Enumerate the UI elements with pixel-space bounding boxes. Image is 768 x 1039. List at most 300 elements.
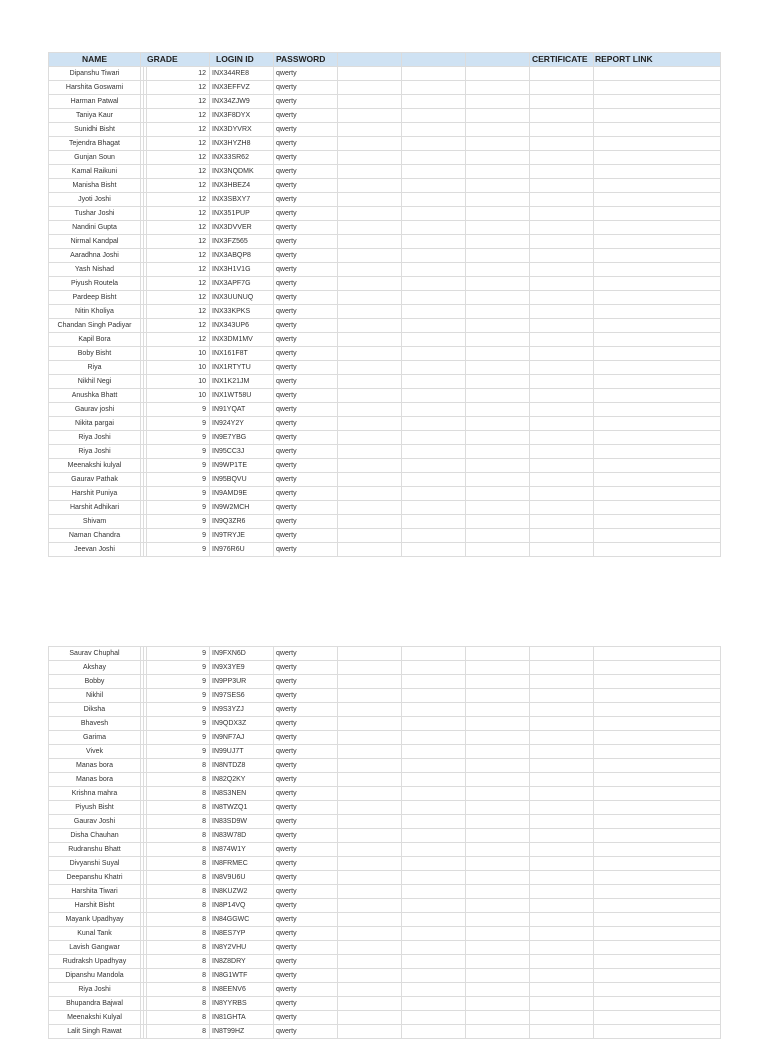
login-id-cell[interactable]: INX3HBEZ4 bbox=[210, 179, 274, 193]
name-cell[interactable]: Krishna mahra bbox=[49, 787, 141, 801]
empty-cell[interactable] bbox=[466, 941, 530, 955]
empty-cell[interactable] bbox=[338, 277, 402, 291]
empty-cell[interactable] bbox=[402, 389, 466, 403]
empty-cell[interactable] bbox=[466, 459, 530, 473]
grade-cell[interactable]: 9 bbox=[147, 431, 210, 445]
certificate-cell[interactable] bbox=[530, 529, 594, 543]
name-cell[interactable]: Nitin Kholiya bbox=[49, 305, 141, 319]
empty-cell[interactable] bbox=[402, 501, 466, 515]
report-link-cell[interactable] bbox=[594, 81, 721, 95]
certificate-cell[interactable] bbox=[530, 843, 594, 857]
name-cell[interactable]: Garima bbox=[49, 731, 141, 745]
password-cell[interactable]: qwerty bbox=[274, 319, 338, 333]
empty-cell[interactable] bbox=[338, 955, 402, 969]
name-cell[interactable]: Aaradhna Joshi bbox=[49, 249, 141, 263]
certificate-cell[interactable] bbox=[530, 221, 594, 235]
certificate-cell[interactable] bbox=[530, 501, 594, 515]
password-cell[interactable]: qwerty bbox=[274, 871, 338, 885]
name-cell[interactable]: Jyoti Joshi bbox=[49, 193, 141, 207]
name-cell[interactable]: Piyush Routela bbox=[49, 277, 141, 291]
grade-cell[interactable]: 9 bbox=[147, 647, 210, 661]
empty-cell[interactable] bbox=[466, 193, 530, 207]
empty-cell[interactable] bbox=[402, 361, 466, 375]
login-id-cell[interactable]: IN9X3YE9 bbox=[210, 661, 274, 675]
empty-cell[interactable] bbox=[466, 913, 530, 927]
name-cell[interactable]: Riya bbox=[49, 361, 141, 375]
report-link-cell[interactable] bbox=[594, 703, 721, 717]
name-cell[interactable]: Riya Joshi bbox=[49, 983, 141, 997]
certificate-cell[interactable] bbox=[530, 193, 594, 207]
grade-cell[interactable]: 8 bbox=[147, 983, 210, 997]
grade-cell[interactable]: 12 bbox=[147, 137, 210, 151]
empty-cell[interactable] bbox=[338, 787, 402, 801]
name-cell[interactable]: Gaurav joshi bbox=[49, 403, 141, 417]
empty-cell[interactable] bbox=[338, 221, 402, 235]
grade-cell[interactable]: 9 bbox=[147, 445, 210, 459]
empty-cell[interactable] bbox=[466, 515, 530, 529]
certificate-cell[interactable] bbox=[530, 431, 594, 445]
grade-cell[interactable]: 8 bbox=[147, 1011, 210, 1025]
empty-cell[interactable] bbox=[402, 263, 466, 277]
grade-cell[interactable]: 12 bbox=[147, 249, 210, 263]
empty-cell[interactable] bbox=[402, 745, 466, 759]
empty-cell[interactable] bbox=[402, 899, 466, 913]
login-id-cell[interactable]: INX3FZ565 bbox=[210, 235, 274, 249]
name-cell[interactable]: Kapil Bora bbox=[49, 333, 141, 347]
grade-cell[interactable]: 8 bbox=[147, 843, 210, 857]
empty-cell[interactable] bbox=[402, 773, 466, 787]
password-cell[interactable]: qwerty bbox=[274, 277, 338, 291]
empty-cell[interactable] bbox=[338, 515, 402, 529]
certificate-cell[interactable] bbox=[530, 857, 594, 871]
empty-cell[interactable] bbox=[466, 375, 530, 389]
empty-cell[interactable] bbox=[402, 221, 466, 235]
certificate-cell[interactable] bbox=[530, 207, 594, 221]
login-id-cell[interactable]: IN8ES7YP bbox=[210, 927, 274, 941]
password-cell[interactable]: qwerty bbox=[274, 1025, 338, 1039]
empty-cell[interactable] bbox=[338, 829, 402, 843]
name-cell[interactable]: Jeevan Joshi bbox=[49, 543, 141, 557]
name-cell[interactable]: Lalit Singh Rawat bbox=[49, 1025, 141, 1039]
empty-cell[interactable] bbox=[338, 927, 402, 941]
empty-cell[interactable] bbox=[466, 445, 530, 459]
report-link-cell[interactable] bbox=[594, 277, 721, 291]
certificate-cell[interactable] bbox=[530, 983, 594, 997]
empty-cell[interactable] bbox=[338, 1011, 402, 1025]
empty-cell[interactable] bbox=[466, 843, 530, 857]
grade-cell[interactable]: 8 bbox=[147, 927, 210, 941]
name-cell[interactable]: Sunidhi Bisht bbox=[49, 123, 141, 137]
empty-cell[interactable] bbox=[466, 319, 530, 333]
password-cell[interactable]: qwerty bbox=[274, 137, 338, 151]
password-cell[interactable]: qwerty bbox=[274, 1011, 338, 1025]
password-cell[interactable]: qwerty bbox=[274, 899, 338, 913]
empty-cell[interactable] bbox=[338, 1025, 402, 1039]
report-link-cell[interactable] bbox=[594, 983, 721, 997]
empty-cell[interactable] bbox=[338, 347, 402, 361]
report-link-cell[interactable] bbox=[594, 193, 721, 207]
empty-cell[interactable] bbox=[466, 151, 530, 165]
certificate-cell[interactable] bbox=[530, 801, 594, 815]
name-cell[interactable]: Piyush Bisht bbox=[49, 801, 141, 815]
empty-cell[interactable] bbox=[466, 389, 530, 403]
name-cell[interactable]: Diksha bbox=[49, 703, 141, 717]
grade-cell[interactable]: 9 bbox=[147, 703, 210, 717]
report-link-cell[interactable] bbox=[594, 773, 721, 787]
report-link-cell[interactable] bbox=[594, 375, 721, 389]
report-link-cell[interactable] bbox=[594, 843, 721, 857]
grade-cell[interactable]: 9 bbox=[147, 501, 210, 515]
empty-cell[interactable] bbox=[402, 151, 466, 165]
login-id-cell[interactable]: IN8NTDZ8 bbox=[210, 759, 274, 773]
header-login-id[interactable]: LOGIN ID bbox=[210, 53, 274, 67]
login-id-cell[interactable]: IN9PP3UR bbox=[210, 675, 274, 689]
name-cell[interactable]: Mayank Upadhyay bbox=[49, 913, 141, 927]
password-cell[interactable]: qwerty bbox=[274, 445, 338, 459]
report-link-cell[interactable] bbox=[594, 529, 721, 543]
password-cell[interactable]: qwerty bbox=[274, 969, 338, 983]
empty-cell[interactable] bbox=[466, 927, 530, 941]
report-link-cell[interactable] bbox=[594, 969, 721, 983]
report-link-cell[interactable] bbox=[594, 417, 721, 431]
name-cell[interactable]: Kunal Tank bbox=[49, 927, 141, 941]
name-cell[interactable]: Gaurav Joshi bbox=[49, 815, 141, 829]
login-id-cell[interactable]: INX351PUP bbox=[210, 207, 274, 221]
report-link-cell[interactable] bbox=[594, 221, 721, 235]
name-cell[interactable]: Vivek bbox=[49, 745, 141, 759]
empty-cell[interactable] bbox=[338, 501, 402, 515]
password-cell[interactable]: qwerty bbox=[274, 473, 338, 487]
name-cell[interactable]: Deepanshu Khatri bbox=[49, 871, 141, 885]
certificate-cell[interactable] bbox=[530, 333, 594, 347]
login-id-cell[interactable]: INX1WT58U bbox=[210, 389, 274, 403]
report-link-cell[interactable] bbox=[594, 1011, 721, 1025]
empty-cell[interactable] bbox=[338, 543, 402, 557]
grade-cell[interactable]: 10 bbox=[147, 389, 210, 403]
grade-cell[interactable]: 9 bbox=[147, 717, 210, 731]
empty-cell[interactable] bbox=[402, 375, 466, 389]
empty-cell[interactable] bbox=[402, 165, 466, 179]
report-link-cell[interactable] bbox=[594, 815, 721, 829]
certificate-cell[interactable] bbox=[530, 997, 594, 1011]
name-cell[interactable]: Manisha Bisht bbox=[49, 179, 141, 193]
password-cell[interactable]: qwerty bbox=[274, 529, 338, 543]
empty-cell[interactable] bbox=[402, 1011, 466, 1025]
certificate-cell[interactable] bbox=[530, 403, 594, 417]
grade-cell[interactable]: 9 bbox=[147, 417, 210, 431]
password-cell[interactable]: qwerty bbox=[274, 787, 338, 801]
empty-cell[interactable] bbox=[338, 151, 402, 165]
grade-cell[interactable]: 12 bbox=[147, 221, 210, 235]
name-cell[interactable]: Meenakshi Kulyal bbox=[49, 1011, 141, 1025]
empty-cell[interactable] bbox=[402, 913, 466, 927]
login-id-cell[interactable]: IN8YYRBS bbox=[210, 997, 274, 1011]
empty-cell[interactable] bbox=[402, 689, 466, 703]
password-cell[interactable]: qwerty bbox=[274, 885, 338, 899]
report-link-cell[interactable] bbox=[594, 249, 721, 263]
name-cell[interactable]: Harshit Bisht bbox=[49, 899, 141, 913]
grade-cell[interactable]: 8 bbox=[147, 941, 210, 955]
certificate-cell[interactable] bbox=[530, 67, 594, 81]
empty-cell[interactable] bbox=[402, 123, 466, 137]
empty-cell[interactable] bbox=[466, 703, 530, 717]
empty-cell[interactable] bbox=[338, 529, 402, 543]
grade-cell[interactable]: 10 bbox=[147, 361, 210, 375]
certificate-cell[interactable] bbox=[530, 899, 594, 913]
empty-cell[interactable] bbox=[338, 67, 402, 81]
header-report-link[interactable]: REPORT LINK bbox=[594, 53, 721, 67]
empty-cell[interactable] bbox=[466, 179, 530, 193]
login-id-cell[interactable]: INX3APF7G bbox=[210, 277, 274, 291]
report-link-cell[interactable] bbox=[594, 1025, 721, 1039]
login-id-cell[interactable]: IN8P14VQ bbox=[210, 899, 274, 913]
grade-cell[interactable]: 12 bbox=[147, 67, 210, 81]
empty-cell[interactable] bbox=[338, 123, 402, 137]
certificate-cell[interactable] bbox=[530, 543, 594, 557]
grade-cell[interactable]: 8 bbox=[147, 913, 210, 927]
name-cell[interactable]: Meenakshi kulyal bbox=[49, 459, 141, 473]
certificate-cell[interactable] bbox=[530, 459, 594, 473]
empty-cell[interactable] bbox=[466, 857, 530, 871]
empty-cell[interactable] bbox=[338, 445, 402, 459]
report-link-cell[interactable] bbox=[594, 389, 721, 403]
login-id-cell[interactable]: IN9QDX3Z bbox=[210, 717, 274, 731]
empty-cell[interactable] bbox=[338, 459, 402, 473]
grade-cell[interactable]: 8 bbox=[147, 787, 210, 801]
name-cell[interactable]: Manas bora bbox=[49, 759, 141, 773]
empty-cell[interactable] bbox=[466, 801, 530, 815]
empty-cell[interactable] bbox=[338, 431, 402, 445]
grade-cell[interactable]: 12 bbox=[147, 151, 210, 165]
grade-cell[interactable]: 12 bbox=[147, 305, 210, 319]
grade-cell[interactable]: 8 bbox=[147, 1025, 210, 1039]
empty-cell[interactable] bbox=[338, 473, 402, 487]
login-id-cell[interactable]: IN95CC3J bbox=[210, 445, 274, 459]
header-name[interactable]: NAME bbox=[49, 53, 141, 67]
password-cell[interactable]: qwerty bbox=[274, 801, 338, 815]
password-cell[interactable]: qwerty bbox=[274, 123, 338, 137]
login-id-cell[interactable]: INX1K21JM bbox=[210, 375, 274, 389]
empty-cell[interactable] bbox=[466, 207, 530, 221]
empty-cell[interactable] bbox=[338, 291, 402, 305]
header-certificate[interactable]: CERTIFICATE bbox=[530, 53, 594, 67]
login-id-cell[interactable]: IN924Y2Y bbox=[210, 417, 274, 431]
empty-cell[interactable] bbox=[338, 773, 402, 787]
empty-cell[interactable] bbox=[466, 221, 530, 235]
password-cell[interactable]: qwerty bbox=[274, 417, 338, 431]
certificate-cell[interactable] bbox=[530, 95, 594, 109]
empty-cell[interactable] bbox=[402, 703, 466, 717]
certificate-cell[interactable] bbox=[530, 347, 594, 361]
name-cell[interactable]: Gaurav Pathak bbox=[49, 473, 141, 487]
report-link-cell[interactable] bbox=[594, 263, 721, 277]
empty-cell[interactable] bbox=[338, 815, 402, 829]
password-cell[interactable]: qwerty bbox=[274, 543, 338, 557]
name-cell[interactable]: Nandini Gupta bbox=[49, 221, 141, 235]
empty-cell[interactable] bbox=[466, 291, 530, 305]
report-link-cell[interactable] bbox=[594, 487, 721, 501]
login-id-cell[interactable]: INX344RE8 bbox=[210, 67, 274, 81]
empty-cell[interactable] bbox=[338, 193, 402, 207]
password-cell[interactable]: qwerty bbox=[274, 249, 338, 263]
certificate-cell[interactable] bbox=[530, 927, 594, 941]
login-id-cell[interactable]: INX33SR62 bbox=[210, 151, 274, 165]
certificate-cell[interactable] bbox=[530, 955, 594, 969]
grade-cell[interactable]: 12 bbox=[147, 165, 210, 179]
empty-cell[interactable] bbox=[466, 235, 530, 249]
report-link-cell[interactable] bbox=[594, 235, 721, 249]
password-cell[interactable]: qwerty bbox=[274, 927, 338, 941]
empty-cell[interactable] bbox=[466, 123, 530, 137]
empty-cell[interactable] bbox=[338, 871, 402, 885]
name-cell[interactable]: Dipanshu Mandola bbox=[49, 969, 141, 983]
report-link-cell[interactable] bbox=[594, 165, 721, 179]
password-cell[interactable]: qwerty bbox=[274, 501, 338, 515]
report-link-cell[interactable] bbox=[594, 305, 721, 319]
login-id-cell[interactable]: INX3NQDMK bbox=[210, 165, 274, 179]
report-link-cell[interactable] bbox=[594, 361, 721, 375]
empty-cell[interactable] bbox=[402, 675, 466, 689]
grade-cell[interactable]: 12 bbox=[147, 95, 210, 109]
login-id-cell[interactable]: INX3HYZH8 bbox=[210, 137, 274, 151]
password-cell[interactable]: qwerty bbox=[274, 773, 338, 787]
login-id-cell[interactable]: IN82Q2KY bbox=[210, 773, 274, 787]
password-cell[interactable]: qwerty bbox=[274, 941, 338, 955]
empty-cell[interactable] bbox=[338, 941, 402, 955]
password-cell[interactable]: qwerty bbox=[274, 375, 338, 389]
empty-cell[interactable] bbox=[338, 403, 402, 417]
login-id-cell[interactable]: IN9W2MCH bbox=[210, 501, 274, 515]
certificate-cell[interactable] bbox=[530, 759, 594, 773]
report-link-cell[interactable] bbox=[594, 123, 721, 137]
certificate-cell[interactable] bbox=[530, 137, 594, 151]
empty-cell[interactable] bbox=[466, 249, 530, 263]
login-id-cell[interactable]: INX3DVVER bbox=[210, 221, 274, 235]
grade-cell[interactable]: 12 bbox=[147, 235, 210, 249]
certificate-cell[interactable] bbox=[530, 773, 594, 787]
empty-cell[interactable] bbox=[402, 249, 466, 263]
login-id-cell[interactable]: INX3DYVRX bbox=[210, 123, 274, 137]
grade-cell[interactable]: 9 bbox=[147, 515, 210, 529]
report-link-cell[interactable] bbox=[594, 759, 721, 773]
certificate-cell[interactable] bbox=[530, 675, 594, 689]
password-cell[interactable]: qwerty bbox=[274, 515, 338, 529]
login-id-cell[interactable]: INX3H1V1G bbox=[210, 263, 274, 277]
empty-cell[interactable] bbox=[402, 515, 466, 529]
login-id-cell[interactable]: IN81GHTA bbox=[210, 1011, 274, 1025]
certificate-cell[interactable] bbox=[530, 165, 594, 179]
empty-cell[interactable] bbox=[466, 899, 530, 913]
login-id-cell[interactable]: IN8V9U6U bbox=[210, 871, 274, 885]
report-link-cell[interactable] bbox=[594, 927, 721, 941]
empty-cell[interactable] bbox=[402, 955, 466, 969]
empty-cell[interactable] bbox=[466, 277, 530, 291]
login-id-cell[interactable]: IN8FRMEC bbox=[210, 857, 274, 871]
grade-cell[interactable]: 8 bbox=[147, 857, 210, 871]
empty-cell[interactable] bbox=[338, 263, 402, 277]
empty-cell[interactable] bbox=[338, 857, 402, 871]
login-id-cell[interactable]: INX33KPKS bbox=[210, 305, 274, 319]
login-id-cell[interactable]: INX1RTYTU bbox=[210, 361, 274, 375]
certificate-cell[interactable] bbox=[530, 305, 594, 319]
login-id-cell[interactable]: IN97SES6 bbox=[210, 689, 274, 703]
login-id-cell[interactable]: IN8G1WTF bbox=[210, 969, 274, 983]
certificate-cell[interactable] bbox=[530, 515, 594, 529]
password-cell[interactable]: qwerty bbox=[274, 997, 338, 1011]
empty-cell[interactable] bbox=[338, 913, 402, 927]
empty-cell[interactable] bbox=[338, 249, 402, 263]
login-id-cell[interactable]: INX3SBXY7 bbox=[210, 193, 274, 207]
name-cell[interactable]: Riya Joshi bbox=[49, 445, 141, 459]
certificate-cell[interactable] bbox=[530, 417, 594, 431]
report-link-cell[interactable] bbox=[594, 871, 721, 885]
password-cell[interactable]: qwerty bbox=[274, 955, 338, 969]
report-link-cell[interactable] bbox=[594, 501, 721, 515]
grade-cell[interactable]: 9 bbox=[147, 675, 210, 689]
header-empty-2[interactable] bbox=[402, 53, 466, 67]
name-cell[interactable]: Chandan Singh Padiyar bbox=[49, 319, 141, 333]
name-cell[interactable]: Nikita pargai bbox=[49, 417, 141, 431]
report-link-cell[interactable] bbox=[594, 179, 721, 193]
report-link-cell[interactable] bbox=[594, 95, 721, 109]
empty-cell[interactable] bbox=[338, 137, 402, 151]
login-id-cell[interactable]: IN9FXN6D bbox=[210, 647, 274, 661]
certificate-cell[interactable] bbox=[530, 109, 594, 123]
report-link-cell[interactable] bbox=[594, 787, 721, 801]
empty-cell[interactable] bbox=[338, 703, 402, 717]
report-link-cell[interactable] bbox=[594, 137, 721, 151]
certificate-cell[interactable] bbox=[530, 473, 594, 487]
certificate-cell[interactable] bbox=[530, 745, 594, 759]
certificate-cell[interactable] bbox=[530, 445, 594, 459]
empty-cell[interactable] bbox=[466, 759, 530, 773]
password-cell[interactable]: qwerty bbox=[274, 459, 338, 473]
empty-cell[interactable] bbox=[402, 983, 466, 997]
grade-cell[interactable]: 8 bbox=[147, 871, 210, 885]
report-link-cell[interactable] bbox=[594, 333, 721, 347]
empty-cell[interactable] bbox=[402, 179, 466, 193]
name-cell[interactable]: Tejendra Bhagat bbox=[49, 137, 141, 151]
password-cell[interactable]: qwerty bbox=[274, 745, 338, 759]
certificate-cell[interactable] bbox=[530, 885, 594, 899]
certificate-cell[interactable] bbox=[530, 871, 594, 885]
password-cell[interactable]: qwerty bbox=[274, 689, 338, 703]
grade-cell[interactable]: 8 bbox=[147, 969, 210, 983]
report-link-cell[interactable] bbox=[594, 857, 721, 871]
password-cell[interactable]: qwerty bbox=[274, 151, 338, 165]
empty-cell[interactable] bbox=[402, 857, 466, 871]
header-grade[interactable]: GRADE bbox=[141, 53, 210, 67]
name-cell[interactable]: Pardeep Bisht bbox=[49, 291, 141, 305]
empty-cell[interactable] bbox=[466, 997, 530, 1011]
login-id-cell[interactable]: INX161F8T bbox=[210, 347, 274, 361]
name-cell[interactable]: Lavish Gangwar bbox=[49, 941, 141, 955]
grade-cell[interactable]: 8 bbox=[147, 885, 210, 899]
empty-cell[interactable] bbox=[338, 689, 402, 703]
empty-cell[interactable] bbox=[338, 801, 402, 815]
empty-cell[interactable] bbox=[402, 941, 466, 955]
empty-cell[interactable] bbox=[466, 689, 530, 703]
certificate-cell[interactable] bbox=[530, 815, 594, 829]
login-id-cell[interactable]: IN9E7YBG bbox=[210, 431, 274, 445]
empty-cell[interactable] bbox=[466, 165, 530, 179]
header-password[interactable]: PASSWORD bbox=[274, 53, 338, 67]
empty-cell[interactable] bbox=[338, 165, 402, 179]
grade-cell[interactable]: 12 bbox=[147, 291, 210, 305]
name-cell[interactable]: Naman Chandra bbox=[49, 529, 141, 543]
password-cell[interactable]: qwerty bbox=[274, 235, 338, 249]
certificate-cell[interactable] bbox=[530, 361, 594, 375]
